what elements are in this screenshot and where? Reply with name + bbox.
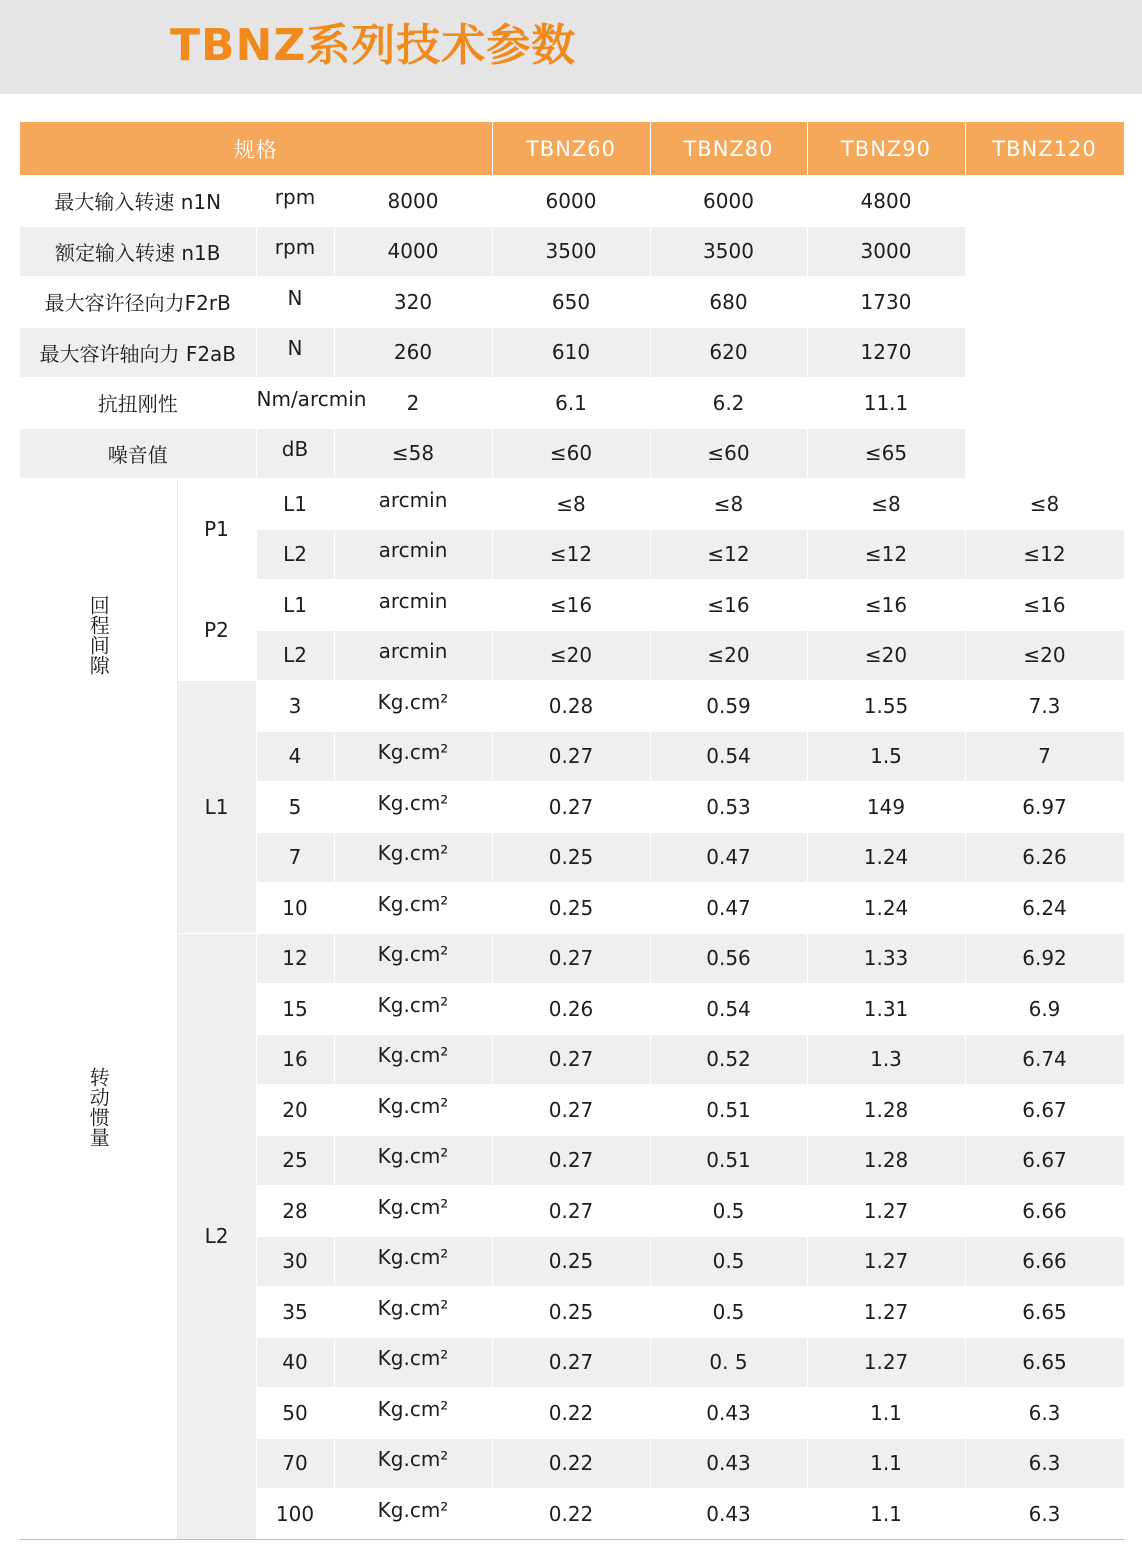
value-cell: 6.92 <box>965 933 1124 984</box>
value-cell: 0.27 <box>492 1085 650 1136</box>
value-cell: 0.43 <box>650 1438 807 1489</box>
table-row <box>20 681 1124 732</box>
backlash-section-label <box>20 479 177 681</box>
model-header: TBNZ90 <box>807 122 965 176</box>
unit-cell <box>256 176 334 227</box>
value-cell: 1.1 <box>807 1388 965 1439</box>
value-cell: 1.3 <box>807 1034 965 1085</box>
param-label: 抗扭刚性 <box>20 378 256 429</box>
value-cell: ≤58 <box>334 428 492 479</box>
ratio-cell: 100 <box>256 1489 334 1540</box>
value-cell: ≤12 <box>965 529 1124 580</box>
value-cell: ≤16 <box>492 580 650 631</box>
stage-cell: L2 <box>256 529 334 580</box>
value-cell: 3000 <box>807 226 965 277</box>
value-cell: 0.5 <box>650 1236 807 1287</box>
value-cell: 3500 <box>650 226 807 277</box>
value-cell: 0.25 <box>492 883 650 934</box>
value-cell: ≤20 <box>807 630 965 681</box>
value-cell: 0.25 <box>492 832 650 883</box>
ratio-cell: 30 <box>256 1236 334 1287</box>
unit-cell <box>334 580 492 631</box>
value-cell: 11.1 <box>807 378 965 429</box>
value-cell: 6.3 <box>965 1489 1124 1540</box>
unit-cell <box>334 681 492 732</box>
ratio-cell: 16 <box>256 1034 334 1085</box>
value-cell: ≤8 <box>650 479 807 530</box>
ratio-cell: 5 <box>256 782 334 833</box>
param-label: 最大输入转速 n1N <box>20 176 256 227</box>
table-row <box>20 479 1124 530</box>
unit-label: N <box>287 336 303 361</box>
ratio-cell: 10 <box>256 883 334 934</box>
value-cell: 7.3 <box>965 681 1124 732</box>
value-cell: 149 <box>807 782 965 833</box>
value-cell: 0.22 <box>492 1489 650 1540</box>
unit-label: Kg.cm² <box>377 1043 449 1068</box>
value-cell: 1.33 <box>807 933 965 984</box>
value-cell: 0. 5 <box>650 1337 807 1388</box>
backlash-label: 回程间隙 <box>86 595 111 675</box>
value-cell: 610 <box>492 327 650 378</box>
value-cell: ≤16 <box>965 580 1124 631</box>
value-cell: 8000 <box>334 176 492 227</box>
ratio-cell: 50 <box>256 1388 334 1439</box>
unit-cell <box>334 1287 492 1338</box>
value-cell: 6.3 <box>965 1438 1124 1489</box>
table-row <box>20 428 1124 479</box>
ratio-cell: 15 <box>256 984 334 1035</box>
ratio-cell: 28 <box>256 1186 334 1237</box>
value-cell: 6.67 <box>965 1085 1124 1136</box>
value-cell: 6.9 <box>965 984 1124 1035</box>
value-cell: 0.27 <box>492 782 650 833</box>
value-cell: 1.27 <box>807 1236 965 1287</box>
unit-label: Kg.cm² <box>377 942 449 967</box>
title-banner <box>0 0 1142 94</box>
ratio-cell: 12 <box>256 933 334 984</box>
value-cell: 0.28 <box>492 681 650 732</box>
unit-label: Kg.cm² <box>377 992 449 1017</box>
unit-cell <box>334 1489 492 1540</box>
value-cell: ≤12 <box>492 529 650 580</box>
value-cell: 6.74 <box>965 1034 1124 1085</box>
table-row <box>20 580 1124 631</box>
value-cell: ≤16 <box>650 580 807 631</box>
value-cell: 2 <box>334 378 492 429</box>
value-cell: 1.27 <box>807 1337 965 1388</box>
model-header: TBNZ60 <box>492 122 650 176</box>
value-cell: ≤60 <box>650 428 807 479</box>
unit-cell <box>334 1034 492 1085</box>
unit-label: Kg.cm² <box>377 1396 449 1421</box>
spec-header: 规格 <box>20 122 492 176</box>
value-cell: ≤12 <box>807 529 965 580</box>
value-cell: 1.27 <box>807 1186 965 1237</box>
unit-cell <box>334 1388 492 1439</box>
unit-label: Kg.cm² <box>377 1194 449 1219</box>
value-cell: 6.2 <box>650 378 807 429</box>
unit-label: arcmin <box>378 639 448 664</box>
value-cell: 6.26 <box>965 832 1124 883</box>
value-cell: 0.22 <box>492 1438 650 1489</box>
table-body <box>20 176 1124 1540</box>
table-bottom-rule <box>20 1539 1124 1540</box>
value-cell: 1.24 <box>807 883 965 934</box>
value-cell: 0.47 <box>650 832 807 883</box>
value-cell: 650 <box>492 277 650 328</box>
value-cell: 0.27 <box>492 1337 650 1388</box>
param-label: 最大容许轴向力 F2aB <box>20 327 256 378</box>
value-cell: 4000 <box>334 226 492 277</box>
unit-label: Kg.cm² <box>377 1346 449 1371</box>
value-cell: ≤20 <box>965 630 1124 681</box>
value-cell: ≤16 <box>807 580 965 631</box>
ratio-cell: 35 <box>256 1287 334 1338</box>
ratio-cell: 3 <box>256 681 334 732</box>
unit-label: Kg.cm² <box>377 1245 449 1270</box>
value-cell: ≤20 <box>650 630 807 681</box>
value-cell: 1.31 <box>807 984 965 1035</box>
value-cell: 0.5 <box>650 1287 807 1338</box>
unit-label: Kg.cm² <box>377 1093 449 1118</box>
value-cell: 6000 <box>492 176 650 227</box>
value-cell: 0.22 <box>492 1388 650 1439</box>
table-row <box>20 176 1124 227</box>
table-row <box>20 277 1124 328</box>
value-cell: 0.27 <box>492 1186 650 1237</box>
unit-cell <box>256 428 334 479</box>
model-header: TBNZ80 <box>650 122 807 176</box>
value-cell: 6.65 <box>965 1337 1124 1388</box>
unit-label: Kg.cm² <box>377 689 449 714</box>
value-cell: 6.66 <box>965 1236 1124 1287</box>
unit-label: Kg.cm² <box>377 1447 449 1472</box>
stage-cell: L1 <box>256 479 334 530</box>
value-cell: ≤12 <box>650 529 807 580</box>
value-cell: 0.25 <box>492 1236 650 1287</box>
value-cell: 0.53 <box>650 782 807 833</box>
value-cell: 6.67 <box>965 1135 1124 1186</box>
value-cell: 1.55 <box>807 681 965 732</box>
value-cell: 620 <box>650 327 807 378</box>
unit-label: dB <box>281 437 309 462</box>
unit-label: rpm <box>274 184 316 209</box>
value-cell: ≤20 <box>492 630 650 681</box>
ratio-cell: 4 <box>256 731 334 782</box>
value-cell: 6000 <box>650 176 807 227</box>
inertia-group-label: L2 <box>177 933 256 1539</box>
value-cell: ≤8 <box>965 479 1124 530</box>
value-cell: 0.51 <box>650 1135 807 1186</box>
table-row <box>20 378 1124 429</box>
unit-label: Kg.cm² <box>377 740 449 765</box>
unit-cell <box>256 327 334 378</box>
ratio-cell: 70 <box>256 1438 334 1489</box>
ratio-cell: 40 <box>256 1337 334 1388</box>
value-cell: 0.27 <box>492 933 650 984</box>
unit-cell <box>256 277 334 328</box>
spec-table <box>20 122 1125 1540</box>
unit-cell <box>334 1337 492 1388</box>
model-header: TBNZ120 <box>965 122 1124 176</box>
value-cell: 6.24 <box>965 883 1124 934</box>
value-cell: 1.24 <box>807 832 965 883</box>
inertia-group-label: L1 <box>177 681 256 934</box>
value-cell: 0.5 <box>650 1186 807 1237</box>
value-cell: 6.66 <box>965 1186 1124 1237</box>
value-cell: 1270 <box>807 327 965 378</box>
value-cell: 320 <box>334 277 492 328</box>
value-cell: 680 <box>650 277 807 328</box>
unit-cell <box>334 984 492 1035</box>
value-cell: 0.59 <box>650 681 807 732</box>
value-cell: 0.54 <box>650 731 807 782</box>
value-cell: 0.54 <box>650 984 807 1035</box>
value-cell: ≤60 <box>492 428 650 479</box>
inertia-section-label <box>20 681 177 1540</box>
unit-label: Kg.cm² <box>377 841 449 866</box>
value-cell: 260 <box>334 327 492 378</box>
unit-cell <box>334 1438 492 1489</box>
value-cell: 4800 <box>807 176 965 227</box>
backlash-group-label: P1 <box>177 479 256 580</box>
param-label: 噪音值 <box>20 428 256 479</box>
value-cell: ≤8 <box>807 479 965 530</box>
unit-label: N <box>287 285 303 310</box>
value-cell: 6.3 <box>965 1388 1124 1439</box>
value-cell: 0.27 <box>492 731 650 782</box>
ratio-cell: 7 <box>256 832 334 883</box>
unit-label: rpm <box>274 235 316 260</box>
value-cell: 0.56 <box>650 933 807 984</box>
value-cell: 0.26 <box>492 984 650 1035</box>
value-cell: ≤8 <box>492 479 650 530</box>
table-row <box>20 327 1124 378</box>
value-cell: 1.5 <box>807 731 965 782</box>
table-row <box>20 933 1124 984</box>
stage-cell: L1 <box>256 580 334 631</box>
stage-cell: L2 <box>256 630 334 681</box>
unit-label: Nm/arcmin <box>256 386 367 411</box>
unit-cell <box>334 1135 492 1186</box>
value-cell: 1.27 <box>807 1287 965 1338</box>
ratio-cell: 25 <box>256 1135 334 1186</box>
backlash-group-label: P2 <box>177 580 256 681</box>
unit-cell <box>256 378 367 429</box>
value-cell: 0.51 <box>650 1085 807 1136</box>
value-cell: 1.28 <box>807 1085 965 1136</box>
value-cell: 1.1 <box>807 1489 965 1540</box>
value-cell: 6.1 <box>492 378 650 429</box>
unit-cell <box>334 479 492 530</box>
unit-label: arcmin <box>378 538 448 563</box>
value-cell: 6.65 <box>965 1287 1124 1338</box>
unit-cell <box>334 832 492 883</box>
value-cell: ≤65 <box>807 428 965 479</box>
unit-label: Kg.cm² <box>377 790 449 815</box>
page-title: TBNZ系列技术参数 <box>170 20 577 71</box>
unit-cell <box>334 883 492 934</box>
value-cell: 7 <box>965 731 1124 782</box>
unit-cell <box>334 630 492 681</box>
value-cell: 1.28 <box>807 1135 965 1186</box>
unit-label: Kg.cm² <box>377 1497 449 1522</box>
unit-label: arcmin <box>378 588 448 613</box>
inertia-label: 转动惯量 <box>86 1067 111 1148</box>
unit-cell <box>334 529 492 580</box>
value-cell: 3500 <box>492 226 650 277</box>
unit-label: Kg.cm² <box>377 891 449 916</box>
value-cell: 0.52 <box>650 1034 807 1085</box>
unit-cell <box>334 731 492 782</box>
param-label: 最大容许径向力F2rB <box>20 277 256 328</box>
param-label: 额定输入转速 n1B <box>20 226 256 277</box>
ratio-cell: 20 <box>256 1085 334 1136</box>
unit-label: arcmin <box>378 487 448 512</box>
unit-cell <box>256 226 334 277</box>
unit-cell <box>334 782 492 833</box>
unit-cell <box>334 933 492 984</box>
value-cell: 6.97 <box>965 782 1124 833</box>
unit-cell <box>334 1186 492 1237</box>
value-cell: 0.27 <box>492 1135 650 1186</box>
value-cell: 0.25 <box>492 1287 650 1338</box>
unit-label: Kg.cm² <box>377 1144 449 1169</box>
value-cell: 1730 <box>807 277 965 328</box>
table-row <box>20 226 1124 277</box>
header-row <box>20 122 1124 176</box>
value-cell: 0.47 <box>650 883 807 934</box>
unit-cell <box>334 1236 492 1287</box>
unit-label: Kg.cm² <box>377 1295 449 1320</box>
value-cell: 0.43 <box>650 1489 807 1540</box>
unit-cell <box>334 1085 492 1136</box>
value-cell: 1.1 <box>807 1438 965 1489</box>
value-cell: 0.43 <box>650 1388 807 1439</box>
value-cell: 0.27 <box>492 1034 650 1085</box>
